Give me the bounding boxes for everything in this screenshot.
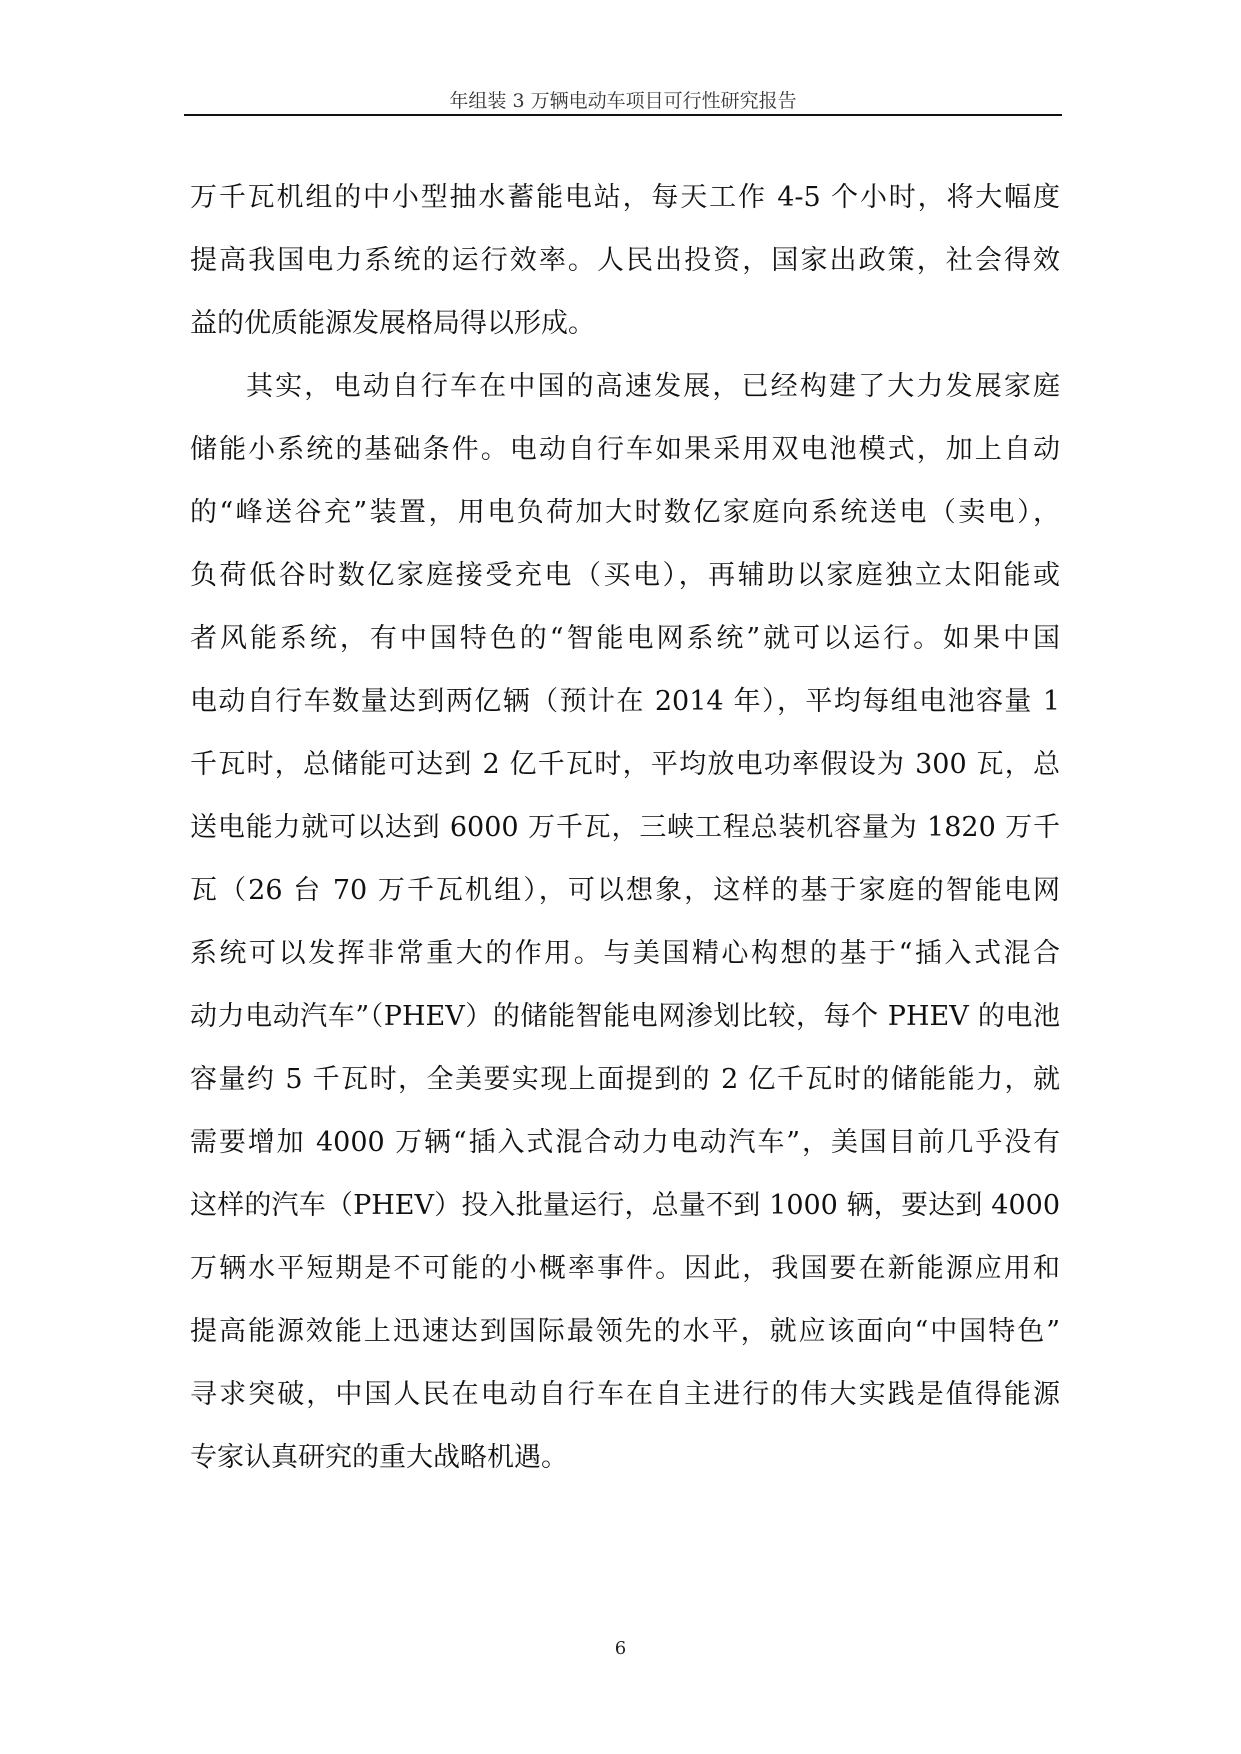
text-line-13: 系统可以发挥非常重大的作用。与美国精心构想的基于“插入式混合 [190, 938, 1060, 969]
text-line-14: 动力电动汽车”（PHEV）的储能智能电网渗划比较，每个 PHEV 的电池 [190, 1001, 1060, 1032]
header-divider [184, 114, 1062, 116]
text-line-20: 寻求突破，中国人民在电动自行车在自主进行的伟大实践是值得能源 [190, 1379, 1060, 1410]
text-line-2: 提高我国电力系统的运行效率。人民出投资，国家出政策，社会得效 [190, 245, 1060, 276]
text-line-7: 负荷低谷时数亿家庭接受充电（买电），再辅助以家庭独立太阳能或 [190, 560, 1060, 591]
text-line-6: 的“峰送谷充”装置，用电负荷加大时数亿家庭向系统送电（卖电）， [190, 497, 1060, 528]
text-line-15: 容量约 5 千瓦时，全美要实现上面提到的 2 亿千瓦时的储能能力，就 [190, 1064, 1060, 1095]
text-line-17: 这样的汽车（PHEV）投入批量运行，总量不到 1000 辆，要达到 4000 [190, 1190, 1060, 1221]
text-line-9: 电动自行车数量达到两亿辆（预计在 2014 年），平均每组电池容量 1 [190, 686, 1060, 717]
text-line-3: 益的优质能源发展格局得以形成。 [190, 308, 595, 339]
text-line-4: 其实，电动自行车在中国的高速发展，已经构建了大力发展家庭 [246, 371, 1060, 402]
text-line-21: 专家认真研究的重大战略机遇。 [190, 1442, 568, 1473]
body-text [190, 166, 1060, 1489]
text-line-12: 瓦（26 台 70 万千瓦机组），可以想象，这样的基于家庭的智能电网 [190, 875, 1060, 906]
text-line-19: 提高能源效能上迅速达到国际最领先的水平，就应该面向“中国特色” [190, 1316, 1060, 1347]
text-line-10: 千瓦时，总储能可达到 2 亿千瓦时，平均放电功率假设为 300 瓦，总 [190, 749, 1060, 780]
text-line-11: 送电能力就可以达到 6000 万千瓦，三峡工程总装机容量为 1820 万千 [190, 812, 1060, 843]
text-line-1: 万千瓦机组的中小型抽水蓄能电站，每天工作 4-5 个小时，将大幅度 [190, 182, 1060, 213]
text-line-8: 者风能系统，有中国特色的“智能电网系统”就可以运行。如果中国 [190, 623, 1060, 654]
page-number: 6 [614, 1638, 627, 1659]
page-header-title: 年组装 3 万辆电动车项目可行性研究报告 [449, 90, 797, 112]
text-line-18: 万辆水平短期是不可能的小概率事件。因此，我国要在新能源应用和 [190, 1253, 1060, 1284]
text-line-16: 需要增加 4000 万辆“插入式混合动力电动汽车”，美国目前几乎没有 [190, 1127, 1060, 1158]
text-line-5: 储能小系统的基础条件。电动自行车如果采用双电池模式，加上自动 [190, 434, 1060, 465]
